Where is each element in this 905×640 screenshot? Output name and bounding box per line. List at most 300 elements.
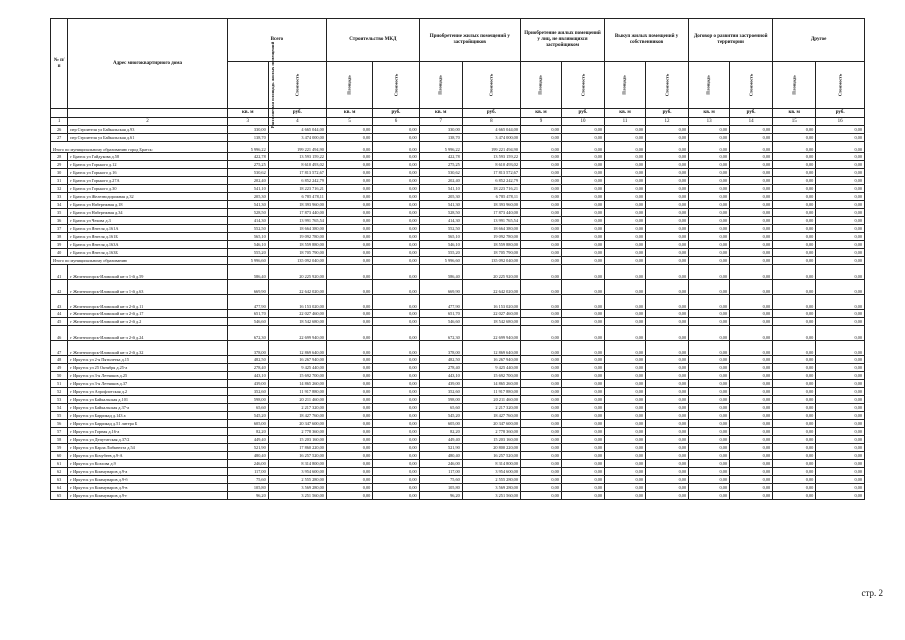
table-cell: 0,00	[816, 217, 865, 225]
table-cell: 0,00	[730, 476, 773, 484]
table-cell: 0,00	[689, 225, 730, 233]
row-address: г Иркутск ул Баррикад д.143 а	[68, 412, 228, 420]
table-cell: 0,00	[373, 249, 419, 257]
row-address: г Братск ул Горького д.16	[68, 169, 228, 177]
table-cell: 0,00	[561, 364, 604, 372]
table-cell: 0,00	[816, 209, 865, 217]
table-cell: 0,00	[520, 364, 561, 372]
table-cell: 117,00	[419, 468, 462, 476]
table-cell: 16 257 520,00	[268, 452, 326, 460]
row-number: 29	[51, 161, 68, 169]
table-cell: 0,00	[326, 484, 372, 492]
table-cell: 0,00	[646, 126, 689, 134]
table-cell: 0,00	[773, 476, 816, 484]
table-cell: 552,50	[227, 225, 268, 233]
table-cell: 0,00	[773, 380, 816, 388]
table-cell: 0,00	[326, 420, 372, 428]
table-cell: 0,00	[646, 492, 689, 500]
row-number: 27	[51, 134, 68, 142]
table-cell: 0,00	[689, 476, 730, 484]
table-row	[51, 265, 865, 280]
row-address: г Братск ул Янгеля д.161А	[68, 225, 228, 233]
table-cell: 6 785 478,11	[268, 193, 326, 201]
table-cell: 0,00	[326, 341, 372, 356]
table-cell: 138,70	[227, 134, 268, 142]
table-cell: 2 217 320,00	[462, 404, 520, 412]
table-cell: 528,50	[419, 209, 462, 217]
table-cell: 0,00	[520, 177, 561, 185]
table-cell: 8 610 493,02	[268, 161, 326, 169]
table-cell: 0,00	[605, 310, 646, 318]
row-address: г Братск ул Янгеля д.161Б	[68, 233, 228, 241]
column-number: 15	[773, 118, 816, 126]
table-cell: 0,00	[373, 185, 419, 193]
row-address: г Иркутск ул Баррикад д.51 литера Б	[68, 420, 228, 428]
table-cell: 0,00	[520, 193, 561, 201]
table-cell: 0,00	[689, 326, 730, 341]
table-cell: 0,00	[326, 356, 372, 364]
table-cell: 0,00	[373, 404, 419, 412]
table-cell: 546,10	[419, 241, 462, 249]
table-cell: 275,25	[419, 161, 462, 169]
table-row	[51, 396, 865, 404]
row-number: 38	[51, 233, 68, 241]
table-cell: 605,00	[419, 420, 462, 428]
header-sub-area: Площадь	[605, 62, 646, 109]
table-cell: 0,00	[816, 169, 865, 177]
table-row	[51, 326, 865, 341]
table-cell: 0,00	[605, 295, 646, 310]
table-cell: 8 314 800,00	[462, 460, 520, 468]
table-cell: 0,00	[520, 380, 561, 388]
table-cell: 0,00	[646, 201, 689, 209]
table-cell: 0,00	[730, 201, 773, 209]
table-cell: 20 800 220,00	[462, 444, 520, 452]
table-cell: 0,00	[646, 241, 689, 249]
table-cell: 0,00	[326, 380, 372, 388]
table-cell: 0,00	[730, 153, 773, 161]
table-cell: 0,00	[730, 280, 773, 295]
table-cell: 443,10	[419, 372, 462, 380]
table-cell: 0,00	[326, 233, 372, 241]
table-cell: 0,00	[816, 380, 865, 388]
table-cell: 541,10	[227, 185, 268, 193]
table-row	[51, 233, 865, 241]
table-cell: 480,40	[227, 452, 268, 460]
header-sub-cost: Стоимость	[462, 62, 520, 109]
row-address: г Железногорск-Илимский кв-л 1-й д.63	[68, 280, 228, 295]
table-cell: 0,00	[520, 233, 561, 241]
table-cell: 0,00	[816, 153, 865, 161]
table-cell: 12 869 640,00	[268, 341, 326, 356]
table-cell: 0,00	[689, 318, 730, 326]
header-unit-area: кв. м	[689, 109, 730, 118]
table-row	[51, 280, 865, 295]
table-row	[51, 341, 865, 356]
table-cell: 477,90	[419, 295, 462, 310]
table-cell: 0,00	[561, 341, 604, 356]
table-cell: 0,00	[373, 452, 419, 460]
table-row	[51, 126, 865, 134]
row-number: 46	[51, 326, 68, 341]
table-cell: 0,00	[561, 380, 604, 388]
table-cell: 0,00	[646, 280, 689, 295]
table-cell: 278,40	[419, 364, 462, 372]
table-cell: 0,00	[326, 161, 372, 169]
table-cell: 521,90	[419, 444, 462, 452]
table-cell: 0,00	[816, 436, 865, 444]
table-cell: 0,00	[773, 225, 816, 233]
table-cell: 0,00	[520, 241, 561, 249]
table-cell: 0,00	[326, 241, 372, 249]
table-cell: 0,00	[816, 396, 865, 404]
table-row	[51, 153, 865, 161]
table-cell: 0,00	[773, 412, 816, 420]
table-cell: 0,00	[520, 201, 561, 209]
table-cell: 0,00	[520, 356, 561, 364]
table-cell: 15 692 700,00	[462, 372, 520, 380]
table-row	[51, 310, 865, 318]
table-cell: 0,00	[689, 185, 730, 193]
row-address: г Иркутск ул Коммунаров д.9-б	[68, 476, 228, 484]
table-cell: 0,00	[773, 372, 816, 380]
table-row	[51, 388, 865, 396]
table-cell: 546,10	[227, 241, 268, 249]
row-address: г Иркутск ул Байкальская д.37-а	[68, 404, 228, 412]
table-cell: 598,00	[227, 396, 268, 404]
table-cell: 5 996,22	[227, 142, 268, 153]
table-cell: 0,00	[773, 310, 816, 318]
table-row	[51, 356, 865, 364]
table-cell: 3 474 000,00	[462, 134, 520, 142]
header-group-purchase-developers: Приобретение жилых помещений у застройщиков	[419, 19, 520, 62]
table-cell: 18 559 880,00	[462, 241, 520, 249]
table-cell: 0,00	[646, 380, 689, 388]
table-cell: 16 267 940,00	[268, 356, 326, 364]
table-cell: 422,78	[419, 153, 462, 161]
table-cell: 0,00	[730, 265, 773, 280]
table-cell: 0,00	[605, 280, 646, 295]
table-cell: 20 347 600,00	[462, 420, 520, 428]
table-cell: 0,00	[373, 142, 419, 153]
table-cell: 0,00	[816, 364, 865, 372]
table-cell: 378,00	[419, 341, 462, 356]
table-cell: 0,00	[605, 444, 646, 452]
row-address: г Братск ул Горького д.27А	[68, 177, 228, 185]
table-cell: 199 221 494,90	[268, 142, 326, 153]
row-address: г Железногорск-Илимский кв-л 1-й д.59	[68, 265, 228, 280]
table-cell: 0,00	[373, 364, 419, 372]
header-unit-rub: руб.	[646, 109, 689, 118]
table-cell: 0,00	[646, 476, 689, 484]
table-cell: 0,00	[605, 257, 646, 265]
table-cell: 13 991 765,54	[462, 217, 520, 225]
table-cell: 0,00	[689, 380, 730, 388]
table-cell: 96,20	[227, 492, 268, 500]
table-cell: 0,00	[689, 142, 730, 153]
row-number: 35	[51, 209, 68, 217]
table-cell: 2 555 280,00	[462, 476, 520, 484]
table-cell: 15 203 160,00	[268, 436, 326, 444]
header-unit-blank	[68, 109, 228, 118]
table-cell: 0,00	[605, 193, 646, 201]
table-row	[51, 452, 865, 460]
table-cell: 0,00	[561, 225, 604, 233]
table-cell: 82,20	[227, 428, 268, 436]
table-cell: 0,00	[605, 169, 646, 177]
table-cell: 0,00	[773, 492, 816, 500]
header-sub-area: Площадь	[689, 62, 730, 109]
table-cell: 278,40	[227, 364, 268, 372]
table-cell: 0,00	[561, 436, 604, 444]
header-unit-rub: руб.	[816, 109, 865, 118]
table-cell: 439,00	[419, 380, 462, 388]
table-cell: 0,00	[373, 217, 419, 225]
table-cell: 17 860 220,00	[268, 444, 326, 452]
table-row	[51, 428, 865, 436]
table-cell: 0,00	[373, 372, 419, 380]
table-cell: 0,00	[773, 249, 816, 257]
table-cell: 0,00	[730, 468, 773, 476]
table-cell: 439,00	[227, 380, 268, 388]
table-cell: 0,00	[646, 372, 689, 380]
table-cell: 0,00	[646, 161, 689, 169]
table-cell: 202,40	[227, 177, 268, 185]
table-cell: 19 092 780,00	[268, 233, 326, 241]
table-cell: 0,00	[816, 326, 865, 341]
row-number: 39	[51, 241, 68, 249]
table-cell: 0,00	[373, 193, 419, 201]
table-cell: 0,00	[561, 412, 604, 420]
table-cell: 0,00	[605, 380, 646, 388]
table-cell: 65,60	[419, 404, 462, 412]
table-cell: 0,00	[561, 444, 604, 452]
table-cell: 546,60	[419, 318, 462, 326]
table-cell: 0,00	[326, 318, 372, 326]
table-cell: 0,00	[689, 428, 730, 436]
table-cell: 20 211 460,00	[462, 396, 520, 404]
table-cell: 17 873 440,00	[268, 209, 326, 217]
table-cell: 0,00	[326, 492, 372, 500]
table-cell: 0,00	[326, 460, 372, 468]
table-cell: 0,00	[561, 388, 604, 396]
table-cell: 0,00	[730, 169, 773, 177]
table-cell: 0,00	[816, 428, 865, 436]
table-cell: 0,00	[689, 153, 730, 161]
table-cell: 22 699 940,00	[462, 326, 520, 341]
table-cell: 0,00	[561, 185, 604, 193]
table-cell: 0,00	[689, 257, 730, 265]
table-cell: 0,00	[373, 444, 419, 452]
row-address: г Иркутск ул Козлова д.9	[68, 460, 228, 468]
subtotal-row	[51, 257, 865, 265]
document-sheet	[50, 18, 865, 500]
row-address: г Железногорск-Илимский кв-л 2-й д.24	[68, 326, 228, 341]
table-cell: 0,00	[773, 388, 816, 396]
table-cell: 3 251 560,00	[462, 492, 520, 500]
table-cell: 0,00	[326, 444, 372, 452]
table-cell: 0,00	[373, 126, 419, 134]
header-sub-area: Площадь	[520, 62, 561, 109]
row-address: г Иркутск ул Карла Либкнехта д.54	[68, 444, 228, 452]
table-cell: 541,30	[419, 201, 462, 209]
table-cell: 0,00	[646, 193, 689, 201]
row-address: г Железногорск-Илимский кв-л 2-й д.17	[68, 310, 228, 318]
table-cell: 0,00	[730, 341, 773, 356]
table-cell: 0,00	[689, 468, 730, 476]
row-number: 31	[51, 177, 68, 185]
table-cell: 0,00	[605, 420, 646, 428]
table-cell: 0,00	[646, 436, 689, 444]
row-address: г Железногорск-Илимский кв-л 2-й д.32	[68, 341, 228, 356]
table-cell: 0,00	[520, 326, 561, 341]
table-cell: 0,00	[689, 193, 730, 201]
table-cell: 0,00	[561, 468, 604, 476]
table-cell: 0,00	[646, 420, 689, 428]
table-cell: 605,00	[227, 420, 268, 428]
table-cell: 0,00	[326, 280, 372, 295]
table-cell: 0,00	[730, 452, 773, 460]
header-group-other: Другое	[773, 19, 865, 62]
table-cell: 0,00	[373, 134, 419, 142]
table-cell: 0,00	[373, 460, 419, 468]
table-cell: 0,00	[520, 492, 561, 500]
table-cell: 0,00	[646, 169, 689, 177]
row-number: 55	[51, 412, 68, 420]
table-cell: 0,00	[373, 153, 419, 161]
table-cell: 0,00	[605, 460, 646, 468]
table-cell: 0,00	[689, 241, 730, 249]
table-cell: 0,00	[605, 372, 646, 380]
table-cell: 246,00	[419, 460, 462, 468]
table-cell: 18 559 880,00	[268, 241, 326, 249]
table-cell: 17 813 572,67	[462, 169, 520, 177]
column-number: 8	[462, 118, 520, 126]
table-cell: 0,00	[730, 126, 773, 134]
table-cell: 0,00	[373, 388, 419, 396]
table-cell: 0,00	[605, 492, 646, 500]
table-cell: 18 393 960,00	[268, 201, 326, 209]
table-cell: 0,00	[561, 249, 604, 257]
table-cell: 135 092 040,00	[462, 257, 520, 265]
row-number: 40	[51, 249, 68, 257]
table-cell: 0,00	[689, 310, 730, 318]
row-address: пер Строителя ул Байкальская д.93	[68, 126, 228, 134]
row-address: г Иркутск ул Коммунаров д.9-а	[68, 468, 228, 476]
table-cell: 15 692 700,00	[268, 372, 326, 380]
table-cell: 0,00	[730, 428, 773, 436]
table-cell: 18 705 790,00	[268, 249, 326, 257]
table-cell: 0,00	[816, 134, 865, 142]
table-cell: 0,00	[326, 249, 372, 257]
table-cell: 22 699 940,00	[268, 326, 326, 341]
table-cell: 0,00	[816, 468, 865, 476]
table-cell: 0,00	[773, 484, 816, 492]
row-number: 58	[51, 436, 68, 444]
table-cell: 0,00	[773, 217, 816, 225]
table-cell: 202,40	[419, 177, 462, 185]
table-cell: 0,00	[646, 209, 689, 217]
table-cell: 0,00	[816, 249, 865, 257]
table-cell: 0,00	[326, 193, 372, 201]
table-cell: 96,20	[419, 492, 462, 500]
table-cell: 0,00	[646, 257, 689, 265]
table-cell: 0,00	[605, 161, 646, 169]
table-cell: 0,00	[326, 364, 372, 372]
table-cell: 0,00	[605, 233, 646, 241]
table-cell: 0,00	[326, 126, 372, 134]
table-body	[51, 126, 865, 500]
table-cell: 105,80	[227, 484, 268, 492]
table-cell: 598,00	[419, 396, 462, 404]
table-cell: 0,00	[816, 193, 865, 201]
table-cell: 0,00	[646, 460, 689, 468]
table-cell: 0,00	[326, 265, 372, 280]
table-cell: 105,80	[419, 484, 462, 492]
table-cell: 330,00	[227, 126, 268, 134]
table-cell: 3 569 280,00	[462, 484, 520, 492]
table-cell: 330,00	[419, 126, 462, 134]
table-cell: 586,40	[419, 265, 462, 280]
table-cell: 0,00	[646, 452, 689, 460]
table-row	[51, 249, 865, 257]
table-cell: 8 610 493,02	[462, 161, 520, 169]
row-address: г Железногорск-Илимский кв-л 2-й д.11	[68, 295, 228, 310]
table-cell: 0,00	[520, 134, 561, 142]
table-cell: 0,00	[646, 185, 689, 193]
table-cell: 0,00	[773, 326, 816, 341]
table-cell: 0,00	[816, 265, 865, 280]
table-cell: 0,00	[605, 201, 646, 209]
table-row	[51, 492, 865, 500]
row-address: г Иркутск ул Коммунаров д.9-г	[68, 492, 228, 500]
column-number: 6	[373, 118, 419, 126]
table-cell: 0,00	[561, 404, 604, 412]
table-cell: 0,00	[816, 404, 865, 412]
table-cell: 17 813 572,67	[268, 169, 326, 177]
table-cell: 0,00	[646, 444, 689, 452]
row-address: г Иркутск ул 2-я Пятилетка д.15	[68, 356, 228, 364]
table-cell: 0,00	[689, 388, 730, 396]
table-cell: 0,00	[373, 468, 419, 476]
table-row	[51, 241, 865, 249]
table-cell: 15 203 160,00	[462, 436, 520, 444]
table-cell: 3 569 280,00	[268, 484, 326, 492]
table-cell: 0,00	[646, 396, 689, 404]
table-cell: 18 223 716,21	[268, 185, 326, 193]
table-cell: 0,00	[373, 241, 419, 249]
table-cell: 0,00	[326, 436, 372, 444]
row-number: 43	[51, 295, 68, 310]
table-cell: 0,00	[326, 295, 372, 310]
table-cell: 546,60	[227, 318, 268, 326]
table-cell: 0,00	[520, 142, 561, 153]
table-cell: 0,00	[605, 388, 646, 396]
table-cell: 0,00	[646, 326, 689, 341]
table-cell: 0,00	[373, 318, 419, 326]
table-cell: 0,00	[561, 201, 604, 209]
table-cell: 0,00	[730, 241, 773, 249]
table-cell: 0,00	[689, 341, 730, 356]
column-number: 12	[646, 118, 689, 126]
table-cell: 0,00	[730, 134, 773, 142]
table-cell: 75,60	[227, 476, 268, 484]
table-cell: 0,00	[689, 420, 730, 428]
table-cell: 138,70	[419, 134, 462, 142]
table-cell: 0,00	[326, 404, 372, 412]
table-cell: 0,00	[689, 460, 730, 468]
table-cell: 414,30	[227, 217, 268, 225]
